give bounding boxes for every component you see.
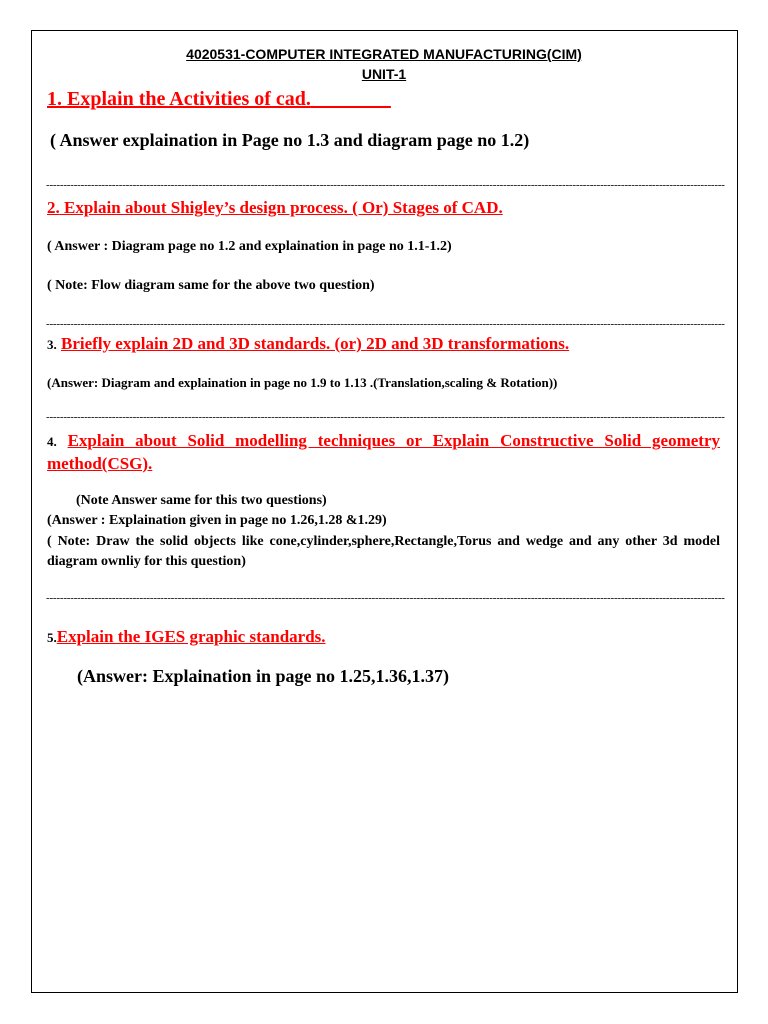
separator-2: ---------------------------------------------------------------------------------------------------------------------------------------------------------------------------------------------------- [46, 318, 725, 330]
question-1 [47, 88, 391, 111]
separator-3: ---------------------------------------------------------------------------------------------------------------------------------------------------------------------------------------------------- [46, 411, 725, 423]
note-2: ( Note: Flow diagram same for the above two question) [47, 278, 375, 293]
question-1-text: Explain the Activities of cad. [67, 88, 311, 110]
answer-4: (Answer : Explaination given in page no 1.26,1.28 &1.29) [47, 513, 387, 528]
question-4-text: Explain about Solid modelling techniques or Explain Constructive Solid geometry method(CSG). [47, 431, 721, 473]
unit-title: UNIT-1 [361, 66, 407, 82]
course-title: 4020531-COMPUTER INTEGRATED MANUFACTURING(CIM) [186, 46, 582, 62]
question-3-number: 3. [47, 337, 57, 352]
question-3-text: Briefly explain 2D and 3D standards. (or) 2D and 3D transformations. [61, 334, 570, 353]
question-5-number: 5. [47, 630, 57, 645]
question-5-text: Explain the IGES graphic standards. [56, 627, 326, 646]
answer-2: ( Answer : Diagram page no 1.2 and explaination in page no 1.1-1.2) [47, 239, 452, 254]
note-4b: ( Note: Draw the solid objects like cone,cylinder,sphere,Rectangle,Torus and wedge and any other 3d model diagram ownliy for this question) [47, 534, 720, 569]
page-border [31, 30, 738, 993]
separator-1: ---------------------------------------------------------------------------------------------------------------------------------------------------------------------------------------------------- [46, 179, 725, 191]
question-3 [47, 334, 569, 354]
answer-1: ( Answer explaination in Page no 1.3 and diagram page no 1.2) [50, 130, 530, 150]
question-2 [47, 198, 503, 218]
answer-5: (Answer: Explaination in page no 1.25,1.36,1.37) [77, 666, 450, 686]
answer-3: (Answer: Diagram and explaination in page no 1.9 to 1.13 .(Translation,scaling & Rotation)) [47, 375, 558, 390]
question-5 [47, 627, 326, 647]
question-4 [47, 430, 720, 475]
question-1-underline-pad [311, 88, 391, 110]
note-4a: (Note Answer same for this two questions) [76, 493, 327, 508]
question-2-text: Explain about Shigley’s design process. ( Or) Stages of CAD. [64, 198, 503, 217]
question-2-number: 2. [47, 198, 60, 217]
question-1-number: 1. [47, 88, 62, 110]
question-4-number: 4. [47, 434, 57, 449]
separator-4: ---------------------------------------------------------------------------------------------------------------------------------------------------------------------------------------------------- [46, 592, 725, 604]
